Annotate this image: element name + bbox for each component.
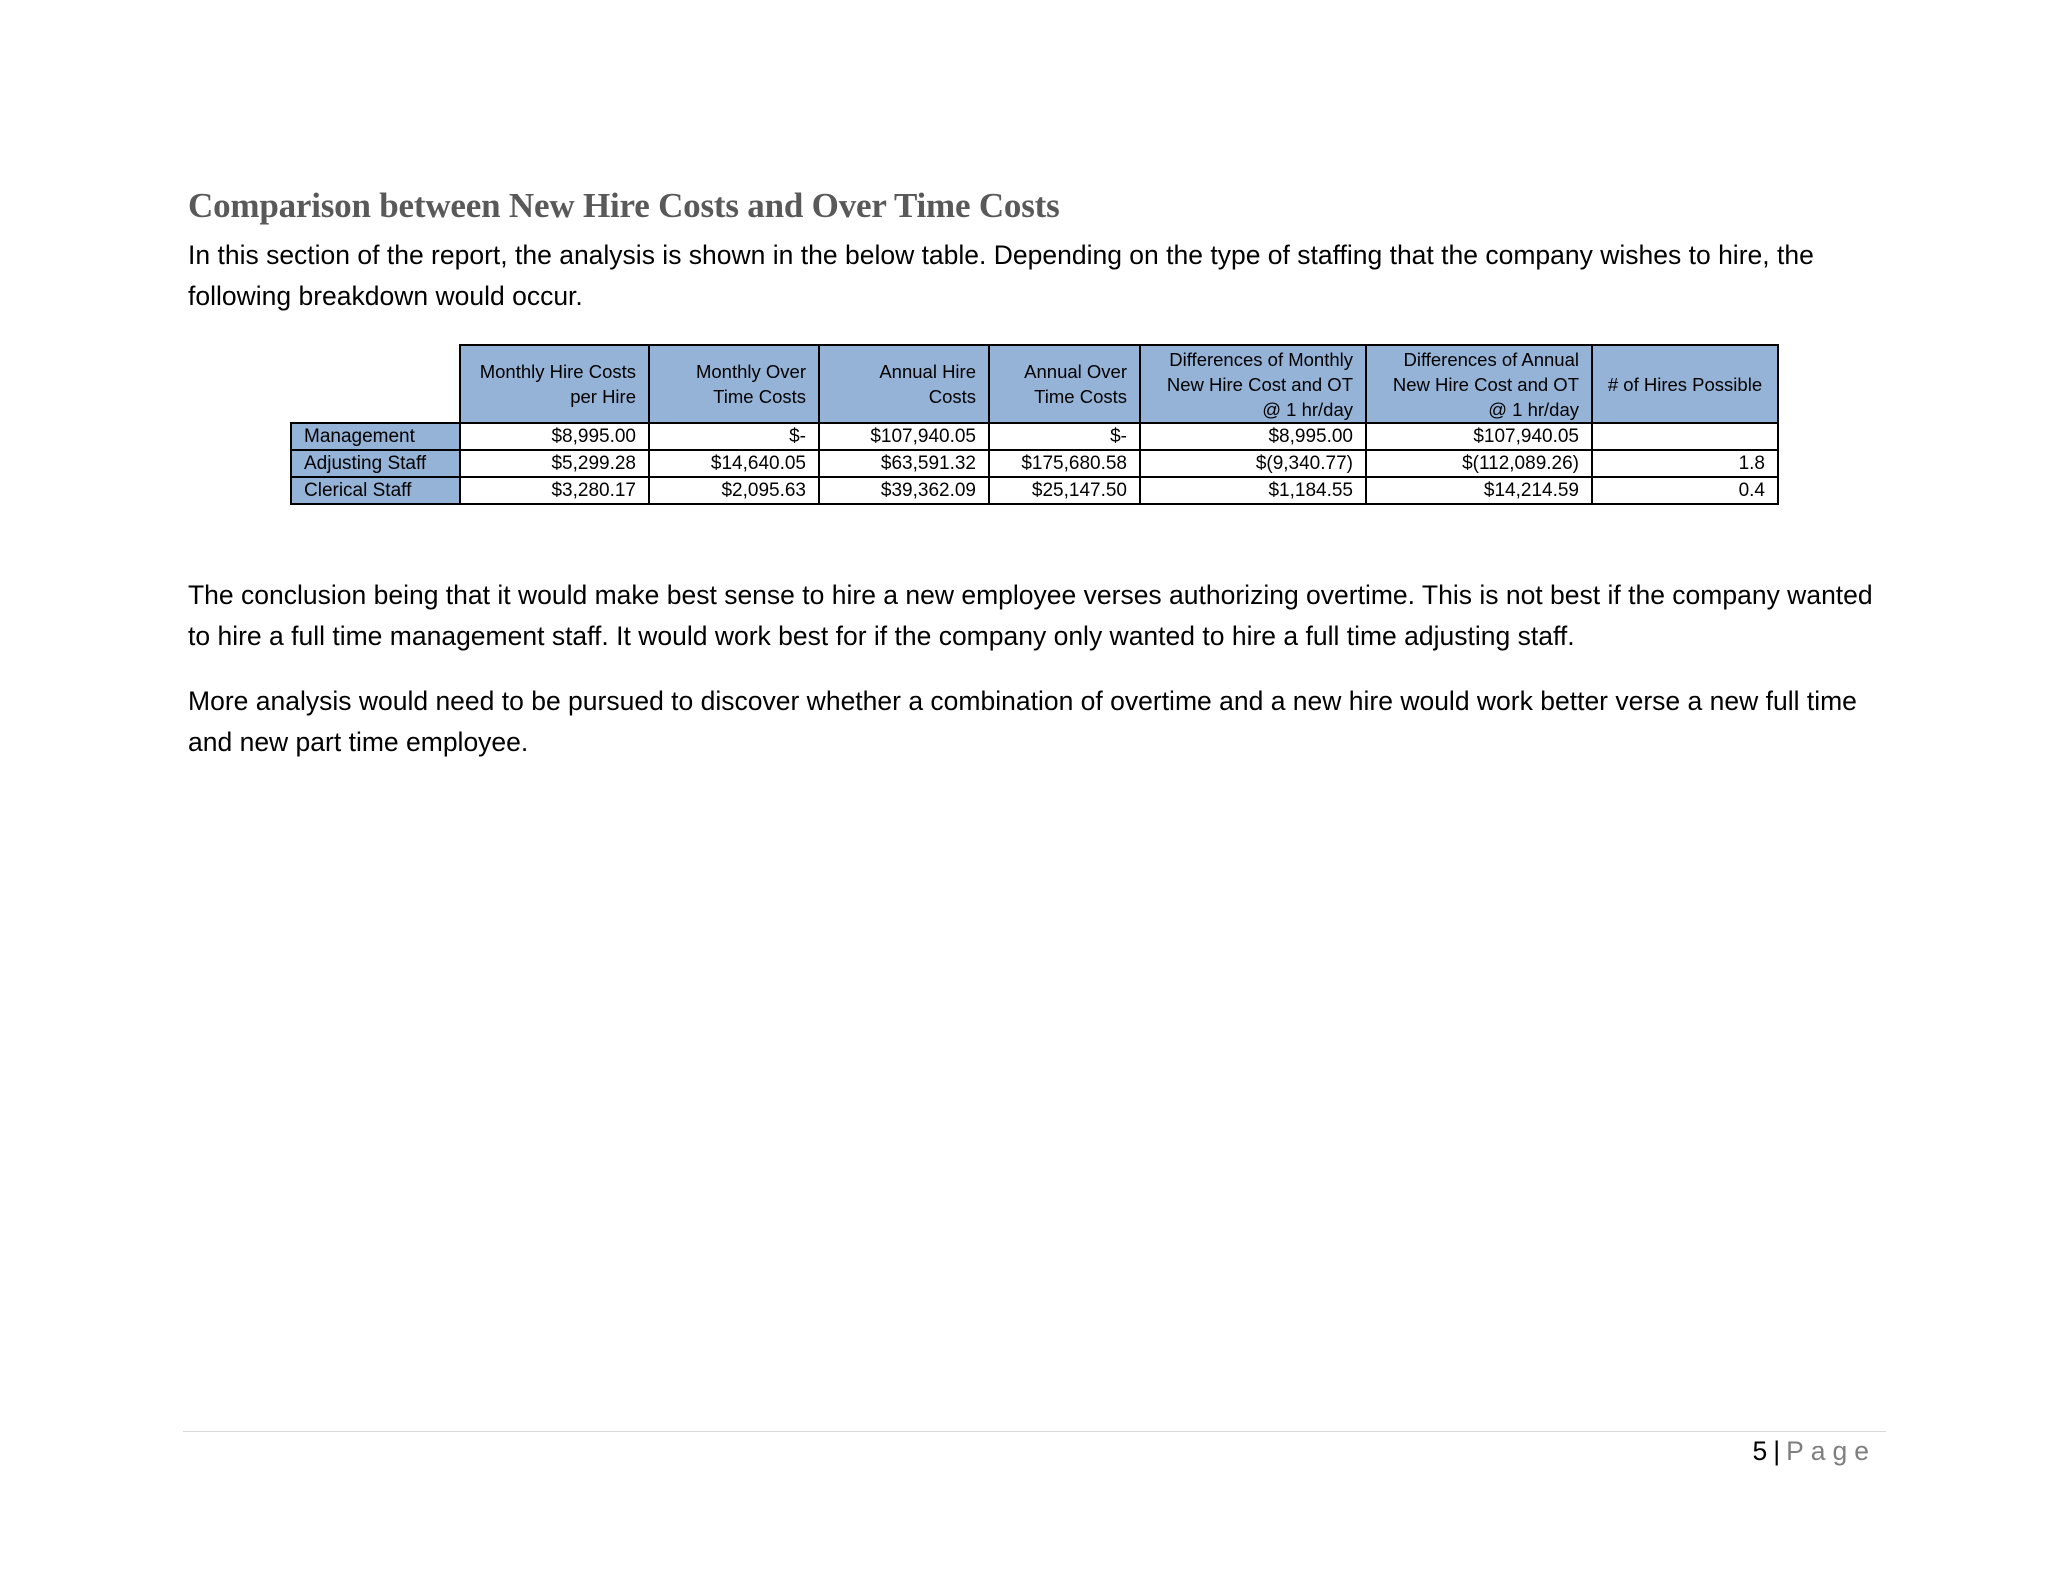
table-cell: $14,640.05 (649, 450, 819, 477)
table-cell: $25,147.50 (989, 477, 1140, 504)
footer-divider (183, 1431, 1886, 1432)
row-label: Adjusting Staff (291, 450, 460, 477)
intro-paragraph: In this section of the report, the analysis is shown in the below table. Depending on the type of staffing that the company wishes to hire, the following breakdown would occur. (188, 240, 1814, 311)
table-cell: $107,940.05 (1366, 423, 1592, 450)
column-header: Monthly Over Time Costs (649, 345, 819, 423)
table-cell: $107,940.05 (819, 423, 989, 450)
table-cell: $63,591.32 (819, 450, 989, 477)
table-cell: $- (989, 423, 1140, 450)
table-row (291, 477, 1778, 504)
table-cell: $14,214.59 (1366, 477, 1592, 504)
column-header: Differences of Annual New Hire Cost and OT @ 1 hr/day (1366, 345, 1592, 423)
table-cell: $(9,340.77) (1140, 450, 1366, 477)
footer-separator: | (1773, 1436, 1781, 1466)
table-header-row (291, 345, 1778, 423)
page-footer (1752, 1436, 1876, 1467)
page-number: 5 (1752, 1436, 1768, 1466)
section-heading: Comparison between New Hire Costs and Over Time Costs (188, 186, 1060, 225)
table-row (291, 423, 1778, 450)
table-cell (1592, 423, 1778, 450)
column-header: Monthly Hire Costs per Hire (460, 345, 649, 423)
column-header: # of Hires Possible (1592, 345, 1778, 423)
table-cell: $5,299.28 (460, 450, 649, 477)
table-corner-cell (291, 345, 460, 423)
table-cell: $8,995.00 (460, 423, 649, 450)
cost-comparison-table (290, 344, 1779, 505)
row-label: Clerical Staff (291, 477, 460, 504)
table-cell: $3,280.17 (460, 477, 649, 504)
table-cell: $175,680.58 (989, 450, 1140, 477)
table-cell: $- (649, 423, 819, 450)
table-cell: 0.4 (1592, 477, 1778, 504)
table-cell: $2,095.63 (649, 477, 819, 504)
table-cell: 1.8 (1592, 450, 1778, 477)
row-label: Management (291, 423, 460, 450)
column-header: Annual Hire Costs (819, 345, 989, 423)
table-cell: $(112,089.26) (1366, 450, 1592, 477)
table-cell: $1,184.55 (1140, 477, 1366, 504)
column-header: Differences of Monthly New Hire Cost and OT @ 1 hr/day (1140, 345, 1366, 423)
column-header: Annual Over Time Costs (989, 345, 1140, 423)
page-label: Page (1786, 1436, 1876, 1466)
table-cell: $39,362.09 (819, 477, 989, 504)
table-row (291, 450, 1778, 477)
table-cell: $8,995.00 (1140, 423, 1366, 450)
conclusion-paragraph: The conclusion being that it would make best sense to hire a new employee verses authorizing overtime. This is not best if the company wanted to hire a full time management staff. It would work best for if the company only wanted to hire a full time adjusting staff. (188, 580, 1873, 651)
further-analysis-paragraph: More analysis would need to be pursued to discover whether a combination of overtime and a new hire would work better verse a new full time and new part time employee. (188, 686, 1857, 757)
